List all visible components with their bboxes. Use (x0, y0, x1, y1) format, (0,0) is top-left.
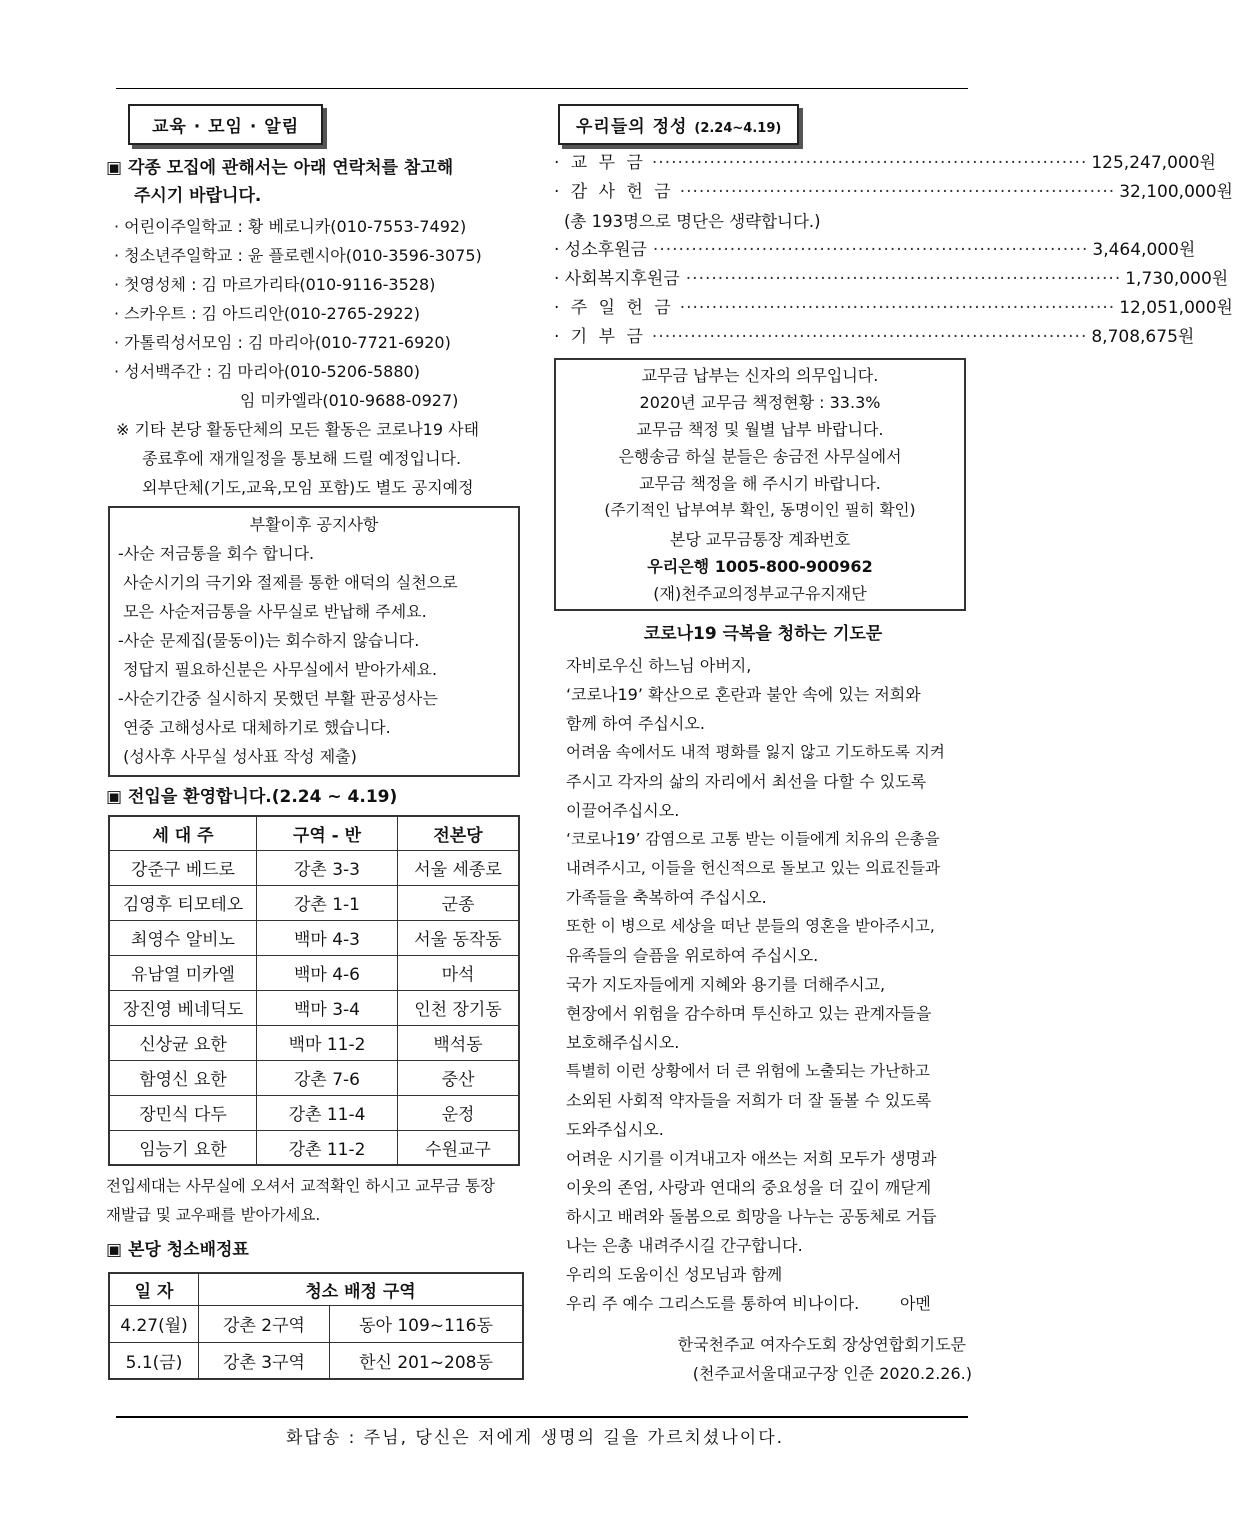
easter-notice-line: 사순시기의 극기와 절제를 통한 애덕의 실천으로 (118, 573, 458, 592)
section-title-offerings (558, 104, 799, 145)
welcome-note-line: 재발급 및 교우패를 받아가세요. (106, 1206, 321, 1224)
household-cell: 김영후 티모테오 (109, 885, 257, 920)
household-cell: 장민식 다두 (109, 1095, 257, 1130)
table-row (109, 1060, 519, 1095)
table-row (109, 955, 519, 990)
offering-amount: 8,708,675원 (1091, 327, 1195, 347)
note-line: 종료후에 재개일정을 통보해 드릴 예정입니다. (142, 449, 462, 468)
col-header-district: 구역 - 반 (257, 816, 398, 850)
col-header-prev-parish: 전본당 (398, 816, 520, 850)
easter-notice-title: 부활이후 공지사항 (249, 515, 379, 534)
table-row (109, 990, 519, 1025)
prayer-line: 이끌어주십시오. (566, 801, 680, 820)
prayer-line: 어려운 시기를 이겨내고자 애쓰는 저희 모두가 생명과 (566, 1149, 937, 1168)
prev-parish-cell: 중산 (398, 1060, 520, 1095)
bottom-rule (116, 1416, 968, 1418)
prayer-line: 현장에서 위험을 감수하며 투신하고 있는 관계자들을 (566, 1004, 932, 1023)
dues-line: 교무금 책정을 해 주시기 바랍니다. (639, 474, 881, 493)
building-cell: 동아 109~116동 (330, 1305, 524, 1342)
prayer-line: 어려움 속에서도 내적 평화를 잃지 않고 기도하도록 지켜 (566, 743, 945, 761)
offering-row (554, 323, 1195, 352)
offering-amount: 1,730,000원 (1125, 269, 1229, 289)
cleaning-heading: ▣ 본당 청소배정표 (106, 1240, 249, 1260)
district-cell: 백마 11-2 (257, 1025, 398, 1060)
date-cell: 5.1(금) (109, 1342, 199, 1379)
leader-dots: ···································································· (651, 153, 1088, 173)
area-cell: 강촌 3구역 (199, 1342, 330, 1379)
prayer-line: ‘코로나19’ 감염으로 고통 받는 이들에게 치유의 은총을 (566, 830, 940, 848)
prev-parish-cell: 군종 (398, 885, 520, 920)
easter-notice-line: 정답지 필요하신분은 사무실에서 받아가세요. (118, 660, 438, 679)
contact-item: · 가톨릭성서모임 : 김 마리아(010-7721-6920) (114, 333, 451, 352)
recruit-heading-cont: 주시기 바랍니다. (134, 186, 262, 206)
district-cell: 백마 3-4 (257, 990, 398, 1025)
table-row (109, 1025, 519, 1060)
col-header-area: 청소 배정 구역 (199, 1273, 524, 1305)
prayer-line: 내려주시고, 이들을 헌신적으로 돌보고 있는 의료진들과 (566, 859, 940, 877)
offering-label: · 기 부 금 (554, 327, 646, 347)
easter-notice-box (108, 506, 520, 777)
dues-line: 교무금 책정 및 월별 납부 바랍니다. (636, 420, 884, 439)
offering-amount: 3,464,000원 (1092, 240, 1196, 260)
prayer-line: 나는 은총 내려주시길 간구합니다. (566, 1236, 803, 1255)
easter-notice-line: -사순 문제집(물동이)는 회수하지 않습니다. (118, 631, 420, 650)
offering-row (554, 236, 1196, 265)
prayer-line: 우리의 도움이신 성모님과 함께 (566, 1265, 783, 1284)
household-cell: 강준구 베드로 (109, 850, 257, 885)
recruit-section (106, 154, 526, 502)
date-cell: 4.27(월) (109, 1305, 199, 1342)
offering-amount: 125,247,000원 (1091, 153, 1216, 173)
prayer-line: 가족들을 축복하여 주십시오. (566, 888, 767, 907)
offering-label: · 교 무 금 (554, 153, 646, 173)
table-row (109, 850, 519, 885)
offering-row (554, 265, 1229, 294)
prayer-line: 국가 지도자들에게 지혜와 용기를 더해주시고, (566, 975, 886, 994)
offering-amount: 32,100,000원 (1119, 182, 1233, 202)
dues-line: (주기적인 납부여부 확인, 동명이인 필히 확인) (604, 501, 916, 519)
table-row (109, 1342, 523, 1379)
top-rule (116, 88, 968, 89)
account-title: 본당 교무금통장 계좌번호 (669, 530, 851, 549)
leader-dots: ···································································· (679, 298, 1116, 318)
offering-label: · 주 일 헌 금 (554, 298, 674, 318)
prayer-line: 특별히 이런 상황에서 더 큰 위험에 노출되는 가난하고 (566, 1062, 930, 1080)
contact-list (106, 212, 526, 415)
offering-row (554, 149, 1216, 178)
welcome-heading: ▣ 전입을 환영합니다.(2.24 ~ 4.19) (106, 787, 398, 807)
prayer-line: 자비로우신 하느님 아버지, (566, 656, 752, 675)
table-row (109, 885, 519, 920)
easter-notice-line: (성사후 사무실 성사표 작성 제출) (118, 747, 357, 766)
prayer-line: 보호해주십시오. (566, 1033, 680, 1052)
account-owner: (재)천주교의정부교구유지재단 (653, 584, 867, 603)
easter-notice-line: -사순기간중 실시하지 못했던 부활 판공성사는 (118, 689, 438, 708)
left-column (106, 104, 526, 1380)
table-row (109, 1130, 519, 1165)
prayer-line: 우리 주 예수 그리스도를 통하여 비나이다. 아멘 (566, 1294, 931, 1313)
building-cell: 한신 201~208동 (330, 1342, 524, 1379)
prev-parish-cell: 인천 장기동 (398, 990, 520, 1025)
cleaning-table (108, 1272, 524, 1380)
district-cell: 강촌 3-3 (257, 850, 398, 885)
offering-amount: 12,051,000원 (1119, 298, 1233, 318)
dues-box (554, 358, 966, 611)
district-cell: 백마 4-3 (257, 920, 398, 955)
easter-notice-line: 모은 사순저금통을 사무실로 반납해 주세요. (118, 602, 427, 621)
contact-item: · 첫영성체 : 김 마르가리타(010-9116-3528) (114, 275, 436, 294)
welcome-note (106, 1172, 526, 1230)
prayer-line: 소외된 사회적 약자들을 저희가 더 잘 돌볼 수 있도록 (566, 1091, 932, 1110)
offering-label: · 감 사 헌 금 (554, 182, 674, 202)
household-cell: 유남열 미카엘 (109, 955, 257, 990)
welcome-table (108, 815, 520, 1166)
prayer-line: 또한 이 병으로 세상을 떠난 분들의 영혼을 받아주시고, (566, 917, 935, 935)
prayer-credit (554, 1330, 972, 1388)
district-cell: 백마 4-6 (257, 955, 398, 990)
offering-label: · 성소후원금 (554, 240, 647, 260)
dues-line: 교무금 납부는 신자의 의무입니다. (641, 366, 879, 385)
recruit-heading: ▣ 각종 모집에 관해서는 아래 연락처를 참고해 (106, 158, 454, 178)
district-cell: 강촌 11-4 (257, 1095, 398, 1130)
col-header-household: 세 대 주 (109, 816, 257, 850)
prev-parish-cell: 마석 (398, 955, 520, 990)
prev-parish-cell: 백석동 (398, 1025, 520, 1060)
col-header-date: 일 자 (109, 1273, 199, 1305)
table-row (109, 920, 519, 955)
offerings-period: (2.24~4.19) (694, 121, 782, 136)
prayer-credit-line: (천주교서울대교구장 인준 2020.2.26.) (692, 1364, 972, 1383)
offering-row (554, 294, 1233, 323)
leader-dots: ···································································· (685, 269, 1122, 289)
household-cell: 최영수 알비노 (109, 920, 257, 955)
thanks-note: (총 193명으로 명단은 생략합니다.) (564, 212, 821, 231)
leader-dots: ···································································· (679, 182, 1116, 202)
area-cell: 강촌 2구역 (199, 1305, 330, 1342)
table-row (109, 1095, 519, 1130)
easter-notice-line: -사순 저금통을 회수 합니다. (118, 544, 315, 563)
contact-item: · 스카우트 : 김 아드리안(010-2765-2922) (114, 304, 420, 323)
offering-row (554, 178, 1233, 207)
prayer-line: 함께 하여 주십시오. (566, 714, 705, 733)
prev-parish-cell: 서울 세종로 (398, 850, 520, 885)
prev-parish-cell: 서울 동작동 (398, 920, 520, 955)
responsorial-psalm: 화답송 : 주님, 당신은 저에게 생명의 길을 가르치셨나이다. (285, 1428, 785, 1448)
activity-note (106, 415, 526, 502)
leader-dots: ···································································· (652, 240, 1089, 260)
household-cell: 신상균 요한 (109, 1025, 257, 1060)
district-cell: 강촌 11-2 (257, 1130, 398, 1165)
household-cell: 함영신 요한 (109, 1060, 257, 1095)
prayer-line: 이웃의 존엄, 사랑과 연대의 중요성을 더 깊이 깨닫게 (566, 1178, 932, 1197)
prev-parish-cell: 수원교구 (398, 1130, 520, 1165)
dues-line: 은행송금 하실 분들은 송금전 사무실에서 (618, 447, 902, 466)
offerings-title: 우리들의 정성 (576, 117, 688, 137)
prayer-line: 도와주십시오. (566, 1120, 664, 1139)
household-cell: 임능기 요한 (109, 1130, 257, 1165)
contact-item: · 어린이주일학교 : 황 베로니카(010-7553-7492) (114, 217, 467, 236)
prayer-line: 주시고 각자의 삶의 자리에서 최선을 다할 수 있도록 (566, 772, 927, 791)
welcome-note-line: 전입세대는 사무실에 오셔서 교적확인 하시고 교무금 통장 (106, 1177, 495, 1195)
household-cell: 장진영 베네딕도 (109, 990, 257, 1025)
prev-parish-cell: 운정 (398, 1095, 520, 1130)
offering-label: · 사회복지후원금 (554, 269, 680, 289)
easter-notice-line: 연중 고해성사로 대체하기로 했습니다. (118, 718, 391, 737)
district-cell: 강촌 1-1 (257, 885, 398, 920)
prayer-credit-line: 한국천주교 여자수도회 장상연합회기도문 (677, 1335, 966, 1354)
prayer-section (554, 619, 972, 1388)
prayer-line: ‘코로나19’ 확산으로 혼란과 불안 속에 있는 저희와 (566, 685, 921, 704)
note-line: ※ 기타 본당 활동단체의 모든 활동은 코로나19 사태 (116, 420, 480, 439)
prayer-title: 코로나19 극복을 청하는 기도문 (643, 624, 883, 644)
district-cell: 강촌 7-6 (257, 1060, 398, 1095)
prayer-line: 하시고 배려와 돌봄으로 희망을 나누는 공동체로 거듭 (566, 1207, 937, 1226)
right-column (554, 104, 1233, 1388)
offering-list (554, 149, 1233, 352)
prayer-body (554, 651, 972, 1318)
table-row (109, 1305, 523, 1342)
section-title-education: 교육 · 모임 · 알림 (128, 104, 323, 145)
contact-item: 임 미카엘라(010-9688-0927) (240, 391, 459, 410)
leader-dots: ···································································· (651, 327, 1088, 347)
account-number: 우리은행 1005-800-900962 (647, 557, 873, 576)
welcome-table-header (109, 816, 519, 850)
contact-item: · 청소년주일학교 : 윤 플로렌시아(010-3596-3075) (114, 246, 482, 265)
prayer-line: 유족들의 슬픔을 위로하여 주십시오. (566, 946, 819, 965)
cleaning-table-header (109, 1273, 523, 1305)
note-line: 외부단체(기도,교육,모임 포함)도 별도 공지예정 (142, 478, 474, 497)
dues-line: 2020년 교무금 책정현황 : 33.3% (639, 393, 881, 412)
contact-item: · 성서백주간 : 김 마리아(010-5206-5880) (114, 362, 420, 381)
